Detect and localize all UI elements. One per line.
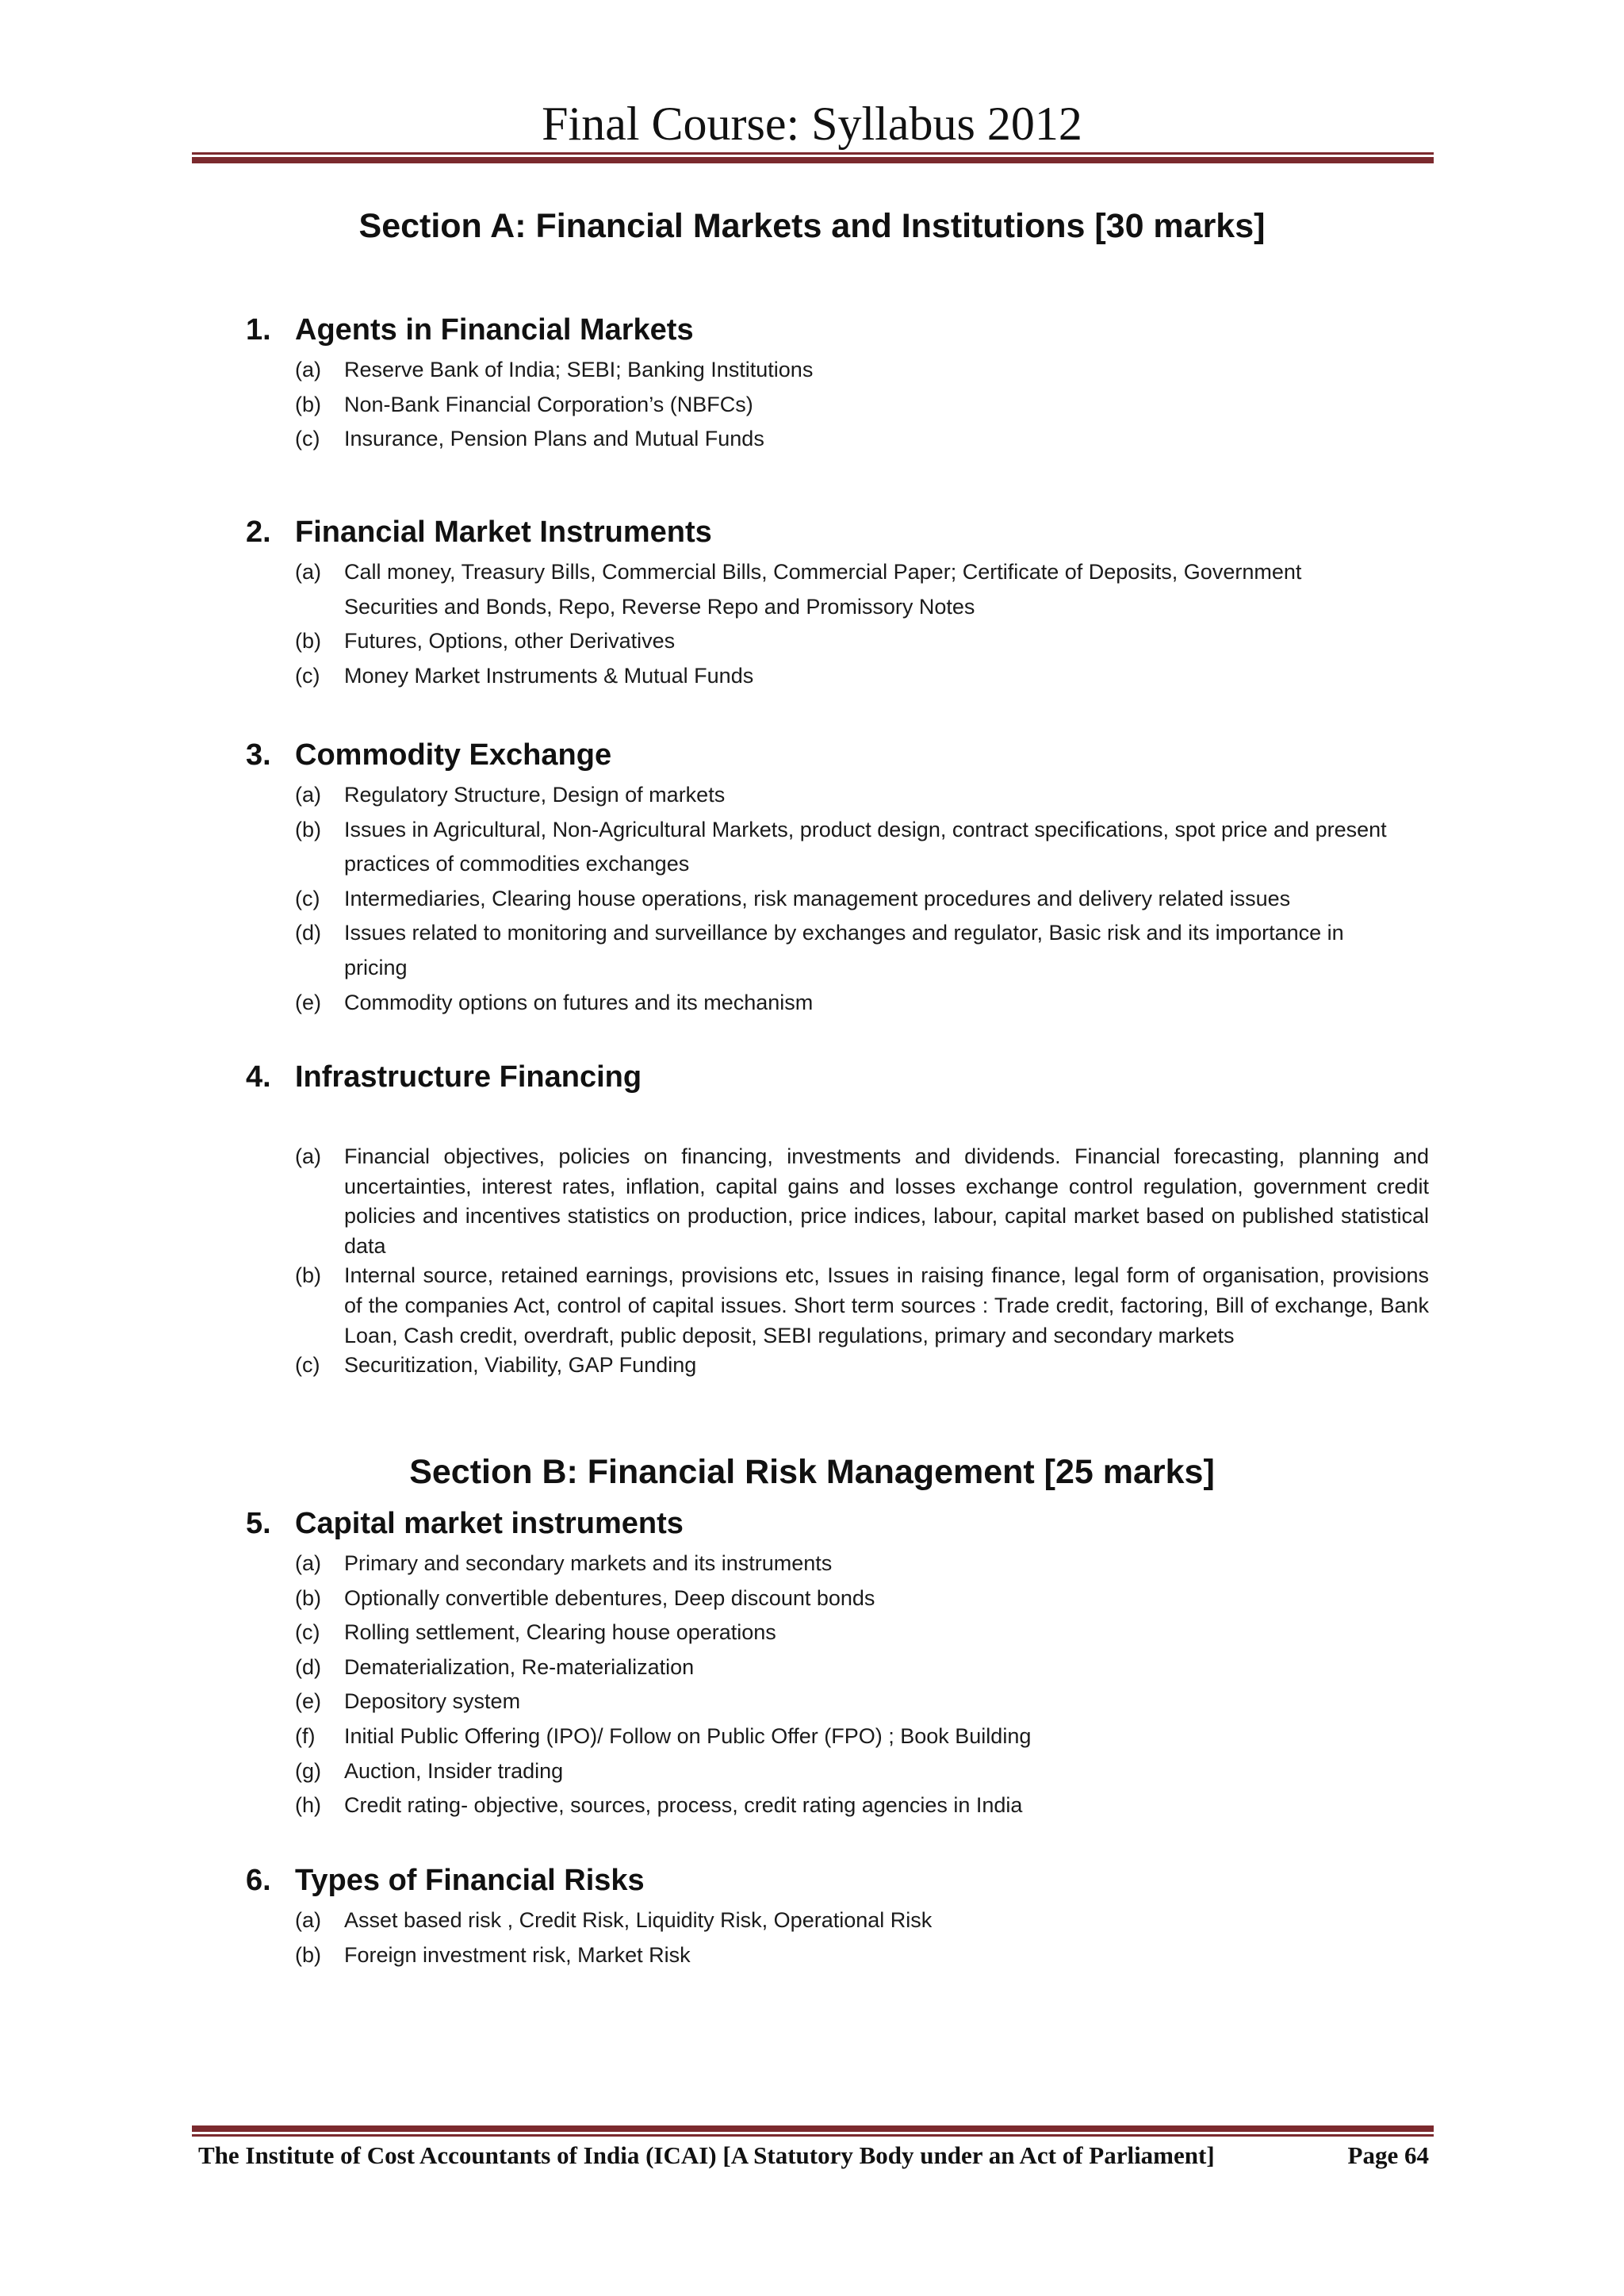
page-footer bbox=[198, 2136, 1429, 2175]
list-item bbox=[295, 555, 1342, 624]
item-text: Futures, Options, other Derivatives bbox=[344, 629, 676, 654]
item-label: (b) bbox=[295, 392, 321, 416]
topic-number: 5. bbox=[246, 1507, 271, 1540]
item-text: Rolling settlement, Clearing house operations bbox=[344, 1620, 776, 1645]
item-text: Auction, Insider trading bbox=[344, 1758, 564, 1783]
item-label: (h) bbox=[295, 1793, 321, 1818]
topic-title: Types of Financial Risks bbox=[295, 1864, 645, 1897]
item-label: (d) bbox=[295, 1654, 321, 1679]
item-label: (b) bbox=[295, 629, 321, 654]
item-text: Dematerialization, Re-materialization bbox=[344, 1654, 695, 1679]
topic-title: Financial Market Instruments bbox=[295, 516, 712, 549]
topic-number: 1. bbox=[246, 313, 271, 347]
item-label: (d) bbox=[295, 921, 321, 945]
topic-item-list bbox=[295, 555, 1342, 693]
item-label: (c) bbox=[295, 1620, 320, 1645]
topic-item-list bbox=[295, 1142, 1429, 1381]
item-text: Intermediaries, Clearing house operations, risk management procedures and delivery related issues bbox=[344, 886, 1291, 910]
list-item bbox=[295, 1788, 1429, 1823]
item-label: (a) bbox=[295, 1144, 321, 1168]
item-text: Issues in Agricultural, Non-Agricultural Markets, product design, contract specifications, spot price and present practices of commodities exchanges bbox=[344, 817, 1387, 876]
list-item bbox=[295, 916, 1405, 985]
item-label: (b) bbox=[295, 1942, 321, 1967]
list-item bbox=[295, 624, 1342, 659]
topic-heading bbox=[246, 1860, 645, 1901]
list-item bbox=[295, 1581, 1429, 1616]
item-text: Non-Bank Financial Corporation’s (NBFCs) bbox=[344, 392, 753, 416]
list-item bbox=[295, 1261, 1429, 1351]
item-label: (a) bbox=[295, 560, 321, 584]
item-label: (a) bbox=[295, 783, 321, 807]
item-text: Financial objectives, policies on financing, investments and dividends. Financial forecasting, planning and uncertainties, interest rates, inflation, capital gains and losses exchange control regulation, government credit policies and incentives statistics on production, price indices, labour, capital market based on published statistical data bbox=[344, 1144, 1429, 1258]
item-text: Call money, Treasury Bills, Commercial Bills, Commercial Paper; Certificate of Deposits, Government Securities and Bonds, Repo, Reverse Repo and Promissory Notes bbox=[344, 560, 1302, 619]
footer-institute: The Institute of Cost Accountants of India (ICAI) [A Statutory Body under an Act of Parliament] bbox=[198, 2141, 1215, 2169]
list-item bbox=[295, 422, 1429, 457]
header-rule-thick bbox=[192, 157, 1434, 163]
section-title: Section B: Financial Risk Management [25 marks] bbox=[409, 1453, 1215, 1491]
item-label: (a) bbox=[295, 1551, 321, 1575]
list-item bbox=[295, 1650, 1429, 1685]
item-text: Securitization, Viability, GAP Funding bbox=[344, 1353, 697, 1378]
list-item bbox=[295, 986, 1405, 1021]
list-item bbox=[295, 813, 1405, 882]
page-number: Page 64 bbox=[1347, 2141, 1429, 2169]
list-item bbox=[295, 1719, 1429, 1754]
item-text: Reserve Bank of India; SEBI; Banking Institutions bbox=[344, 358, 814, 381]
topic-heading bbox=[246, 309, 694, 351]
topic-number: 2. bbox=[246, 516, 271, 549]
item-label: (b) bbox=[295, 1585, 321, 1610]
topic-number: 3. bbox=[246, 738, 271, 772]
item-label: (e) bbox=[295, 990, 321, 1014]
item-label: (f) bbox=[295, 1723, 316, 1748]
item-text: Regulatory Structure, Design of markets bbox=[344, 783, 726, 807]
list-item bbox=[295, 1938, 1429, 1973]
item-text: Optionally convertible debentures, Deep discount bonds bbox=[344, 1585, 875, 1610]
section-title: Section A: Financial Markets and Institutions [30 marks] bbox=[358, 207, 1266, 245]
topic-title: Infrastructure Financing bbox=[295, 1060, 642, 1094]
item-label: (a) bbox=[295, 1908, 321, 1932]
page-header-title: Final Course: Syllabus 2012 bbox=[542, 98, 1082, 150]
item-text: Money Market Instruments & Mutual Funds bbox=[344, 663, 754, 688]
header-rule-thin bbox=[192, 152, 1434, 155]
item-text: Commodity options on futures and its mechanism bbox=[344, 990, 814, 1014]
item-text: Primary and secondary markets and its instruments bbox=[344, 1551, 833, 1575]
item-label: (c) bbox=[295, 886, 320, 910]
item-text: Insurance, Pension Plans and Mutual Funds bbox=[344, 427, 764, 451]
topic-heading bbox=[246, 734, 611, 776]
list-item bbox=[295, 659, 1342, 694]
item-text: Asset based risk , Credit Risk, Liquidity Risk, Operational Risk bbox=[344, 1908, 933, 1932]
list-item bbox=[295, 1903, 1429, 1938]
item-label: (c) bbox=[295, 1353, 320, 1378]
item-text: Foreign investment risk, Market Risk bbox=[344, 1942, 691, 1967]
topic-item-list bbox=[295, 353, 1429, 457]
list-item bbox=[295, 778, 1405, 813]
item-label: (e) bbox=[295, 1689, 321, 1714]
topic-title: Commodity Exchange bbox=[295, 738, 612, 772]
list-item bbox=[295, 353, 1429, 388]
list-item bbox=[295, 1685, 1429, 1719]
topic-heading bbox=[246, 1056, 642, 1098]
list-item bbox=[295, 388, 1429, 423]
topic-number: 4. bbox=[246, 1060, 271, 1094]
topic-item-list bbox=[295, 1903, 1429, 1972]
list-item bbox=[295, 1547, 1429, 1581]
item-text: Initial Public Offering (IPO)/ Follow on Public Offer (FPO) ; Book Building bbox=[344, 1723, 1032, 1748]
topic-title: Agents in Financial Markets bbox=[295, 313, 694, 347]
item-text: Depository system bbox=[344, 1689, 521, 1714]
item-text: Credit rating- objective, sources, process, credit rating agencies in India bbox=[344, 1793, 1023, 1818]
item-label: (c) bbox=[295, 427, 320, 451]
item-label: (c) bbox=[295, 663, 320, 688]
item-text: Issues related to monitoring and surveillance by exchanges and regulator, Basic risk and its importance in pricing bbox=[344, 921, 1344, 979]
list-item bbox=[295, 1616, 1429, 1650]
item-label: (a) bbox=[295, 358, 321, 381]
footer-rule-thick bbox=[192, 2125, 1434, 2132]
list-item bbox=[295, 882, 1405, 917]
list-item bbox=[295, 1754, 1429, 1789]
item-label: (b) bbox=[295, 1263, 321, 1288]
topic-title: Capital market instruments bbox=[295, 1507, 684, 1540]
topic-number: 6. bbox=[246, 1864, 271, 1897]
list-item bbox=[295, 1351, 1429, 1381]
topic-item-list bbox=[295, 1547, 1429, 1823]
topic-item-list bbox=[295, 778, 1405, 1020]
list-item bbox=[295, 1142, 1429, 1261]
item-text: Internal source, retained earnings, provisions etc, Issues in raising finance, legal form of organisation, provisions of the companies Act, control of capital issues. Short term sources : Trade credit, factoring, Bill of exchange, Bank Loan, Cash credit, overdraft, public deposit, SEBI regulations, primary and secondary markets bbox=[344, 1263, 1429, 1347]
item-label: (g) bbox=[295, 1758, 321, 1783]
topic-heading bbox=[246, 512, 712, 553]
topic-heading bbox=[246, 1503, 684, 1544]
item-label: (b) bbox=[295, 817, 321, 841]
